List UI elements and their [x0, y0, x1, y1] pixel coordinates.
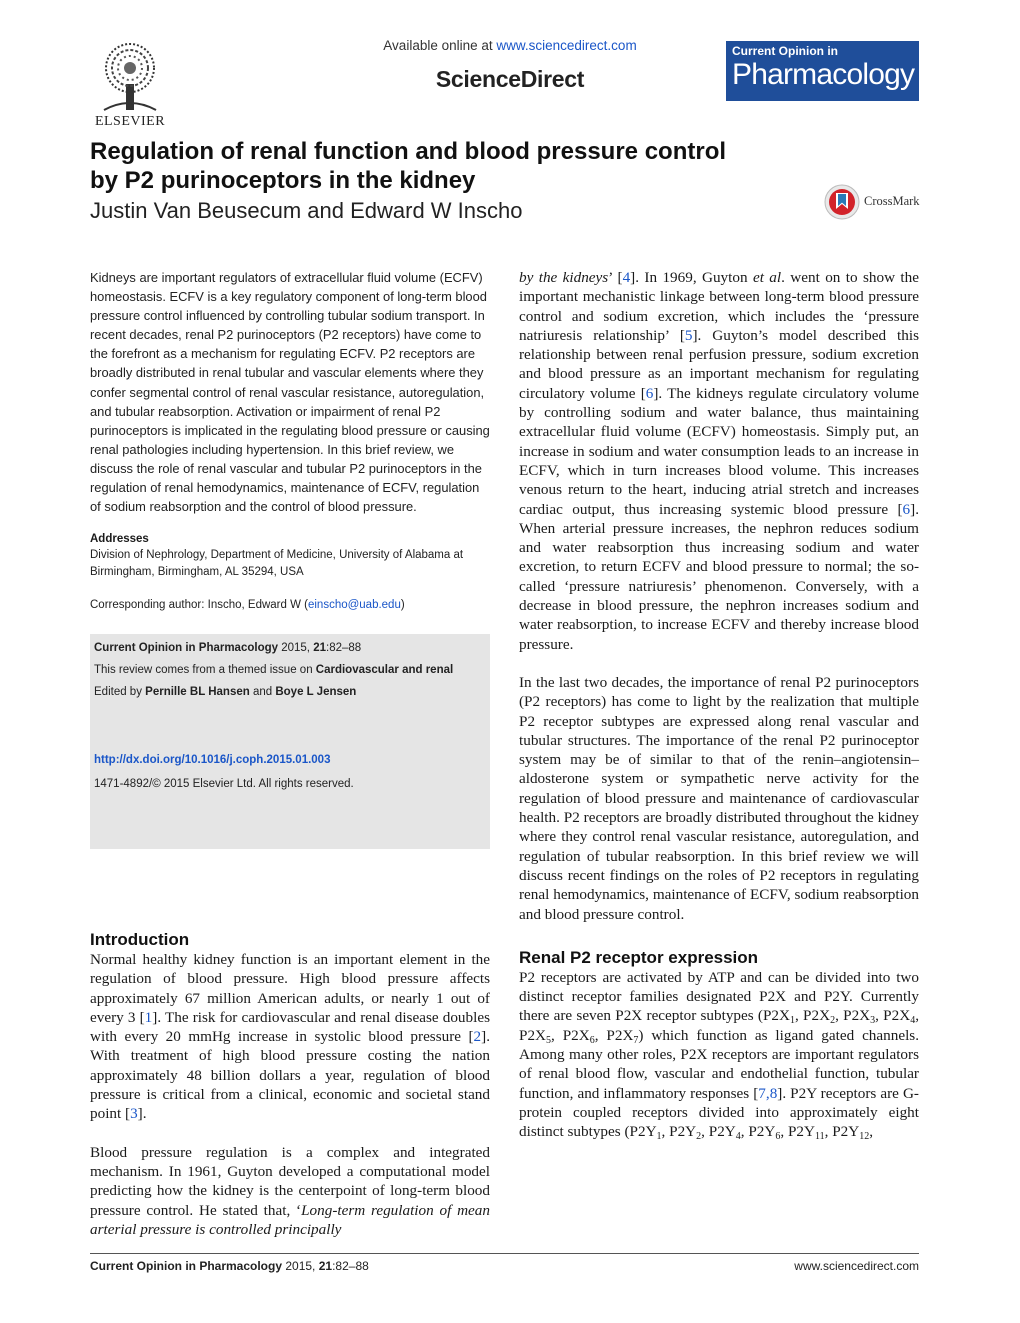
introduction-body [90, 950, 490, 1239]
right-paragraph-3: P2 receptors are activated by ATP and can be divided into two distinct receptor families designated P2X and P2Y. Currently there are seven P2X receptor subtypes ($P2X_1$, $P2X_2$, $P2X_3$, $P2X_4$, $P2X_5$, $P2X_6$, $P2X_7$) which function as ligand gated channels. Among many other roles, P2X receptors are important regulators of renal blood flow, vascular and endothelial function, tubular function, and inflammatory responses [7,8]. P2Y receptors are G-protein coupled receptors divided into approximately eight distinct subtypes ($P2Y_1$, $P2Y_2$, $P2Y_4$, $P2Y_6$, $P2Y_{11}$, $P2Y_{12}$, [519, 968, 919, 1143]
ref-link[interactable]: 2 [473, 1028, 482, 1046]
corresponding-author: Corresponding author: Inscho, Edward W (einscho@uab.edu) [90, 599, 405, 612]
ref-link[interactable]: 6 [645, 384, 654, 402]
ref-link[interactable]: 5 [684, 326, 693, 344]
left-column [90, 268, 490, 849]
crossmark-badge[interactable] [824, 184, 934, 220]
article-info-box [90, 634, 490, 849]
right-column [519, 268, 919, 1141]
right-paragraph-2: In the last two decades, the importance of renal P2 purinoceptors (P2 receptors) has come to light by the realization that multiple P2 receptor subtypes are expressed along renal vascular and tubular structures. The importance of the renal P2 purinoceptor system may be of similar to that of the renin–angiotensin–aldosterone system or sympathetic nerve activity for the regulation of blood pressure and maintenance of cardiovascular health. P2 receptors are broadly distributed throughout the kidney where they control renal vascular resistance, autoregulation, and regulation of tubular reabsorption. In this brief review we will discuss recent findings on the roles of P2 receptors in regulating renal hemodynamics, maintenance of ECFV, sodium reabsorption and blood pressure control. [519, 673, 919, 923]
intro-paragraph-2: Blood pressure regulation is a complex and integrated mechanism. In 1961, Guyton developed a computational model predicting how the kidney is the centerpoint of long-term blood pressure control. He stated that, ‘Long-term regulation of mean arterial pressure is controlled principally [90, 1143, 490, 1238]
article-authors: Justin Van Beusecum and Edward W Inscho [90, 198, 523, 223]
crossmark-icon [824, 184, 860, 220]
abstract: Kidneys are important regulators of extracellular fluid volume (ECFV) homeostasis. ECFV is a key regulatory component of long-term blood pressure control influenced by controlling tubular sodium transport. In recent decades, renal P2 purinoceptors (P2 receptors) have come to the forefront as a mechanism for regulating ECFV. P2 receptors are broadly distributed in renal tubular and vascular elements where they confer segmental control of renal vascular resistance, autoregulation, and tubular reabsorption. Activation or impairment of renal P2 purinoceptors is implicated in the regulating blood pressure or causing renal pathologies including hypertension. In this brief review, we discuss the role of renal vascular and tubular P2 purinoceptors in the regulation of renal hemodynamics, maintenance of ECFV, regulation of sodium reabsorption and the control of blood pressure. [90, 270, 490, 515]
addresses-heading: Addresses [90, 533, 149, 546]
ref-link[interactable]: 6 [902, 500, 911, 518]
footer-url[interactable]: www.sciencedirect.com [794, 1259, 919, 1273]
crossmark-label: CrossMark [864, 194, 920, 208]
copyright: 1471-4892/© 2015 Elsevier Ltd. All rights reserved. [94, 778, 354, 791]
introduction-section [90, 930, 490, 1239]
section-renal-p2-heading: Renal P2 receptor expression [519, 947, 759, 967]
brand-title: ScienceDirect [435, 66, 585, 92]
journal-badge-top: Current Opinion in [732, 44, 838, 58]
available-online: Available online at www.sciencedirect.com [383, 38, 637, 53]
right-body [519, 268, 919, 924]
sciencedirect-link[interactable]: www.sciencedirect.com [496, 38, 637, 53]
ref-link[interactable]: 4 [622, 269, 631, 286]
section-renal-p2-body [519, 968, 919, 1142]
addresses-text: Division of Nephrology, Department of Medicine, University of Alabama at Birmingham, Birmingham, AL 35294, USA [90, 549, 464, 579]
introduction-heading: Introduction [90, 930, 190, 949]
publisher-name: ELSEVIER [94, 114, 166, 129]
intro-paragraph-1: Normal healthy kidney function is an important element in the regulation of blood pressure. High blood pressure affects approximately 67 million American adults, or nearly 1 out of every 3 [1]. The risk for cardiovascular and renal disease doubles with every 20 mmHg increase in systolic blood pressure [2]. With treatment of high blood pressure costing the nation approximately 48 billion dollars a year, regulation of blood pressure is critical from a clinical, economic and societal stand point [3]. [90, 951, 490, 1123]
journal-badge-name: Pharmacology [732, 58, 915, 91]
right-paragraph-1: by the kidneys’ [4]. In 1969, Guyton et al. went on to show the important mechanistic linkage between long-term blood pressure control and sodium excretion, which includes the ‘pressure natriuresis relationship’ [5]. Guyton’s model described this relationship between renal perfusion pressure, sodium excretion and blood pressure as an important mechanism for regulating circulatory volume [6]. The kidneys regulate circulatory volume by controlling sodium and water balance, thus maintaining extracellular fluid volume (ECFV) homeostasis. Simply put, an increase in sodium and water consumption leads to an increase in ECFV, which in turn increases blood volume. This increases venous return to the heart, inducing atrial stretch and increases cardiac output, thus increasing systemic blood pressure [6]. When arterial pressure increases, the nephron reduces sodium and water reabsorption thus increasing sodium and water excretion, to return ECFV and blood pressure to normal; the so-called ‘pressure natriuresis’ phenomenon. Conversely, with a decrease in blood pressure, the nephron increases sodium and water reabsorption, to increase ECFV and thereby increase blood pressure. [519, 269, 920, 653]
footer-citation: Current Opinion in Pharmacology 2015, 21:82–88 [90, 1259, 369, 1273]
article-title: Regulation of renal function and blood pressure control by P2 purinoceptors in the kidney [90, 138, 727, 194]
info-citation: Current Opinion in Pharmacology 2015, 21:82–88 [94, 642, 362, 655]
ref-link[interactable]: 1 [144, 1008, 153, 1026]
author-email-link[interactable]: einscho@uab.edu [307, 599, 401, 612]
info-editors: Edited by Pernille BL Hansen and Boye L Jensen [94, 686, 357, 699]
journal-badge [726, 41, 919, 101]
footer-divider [90, 1253, 919, 1254]
ref-link[interactable]: 7,8 [758, 1084, 778, 1102]
doi-link[interactable]: http://dx.doi.org/10.1016/j.coph.2015.01.003 [94, 754, 331, 767]
ref-link[interactable]: 3 [130, 1105, 138, 1123]
info-theme: This review comes from a themed issue on Cardiovascular and renal [94, 664, 454, 677]
